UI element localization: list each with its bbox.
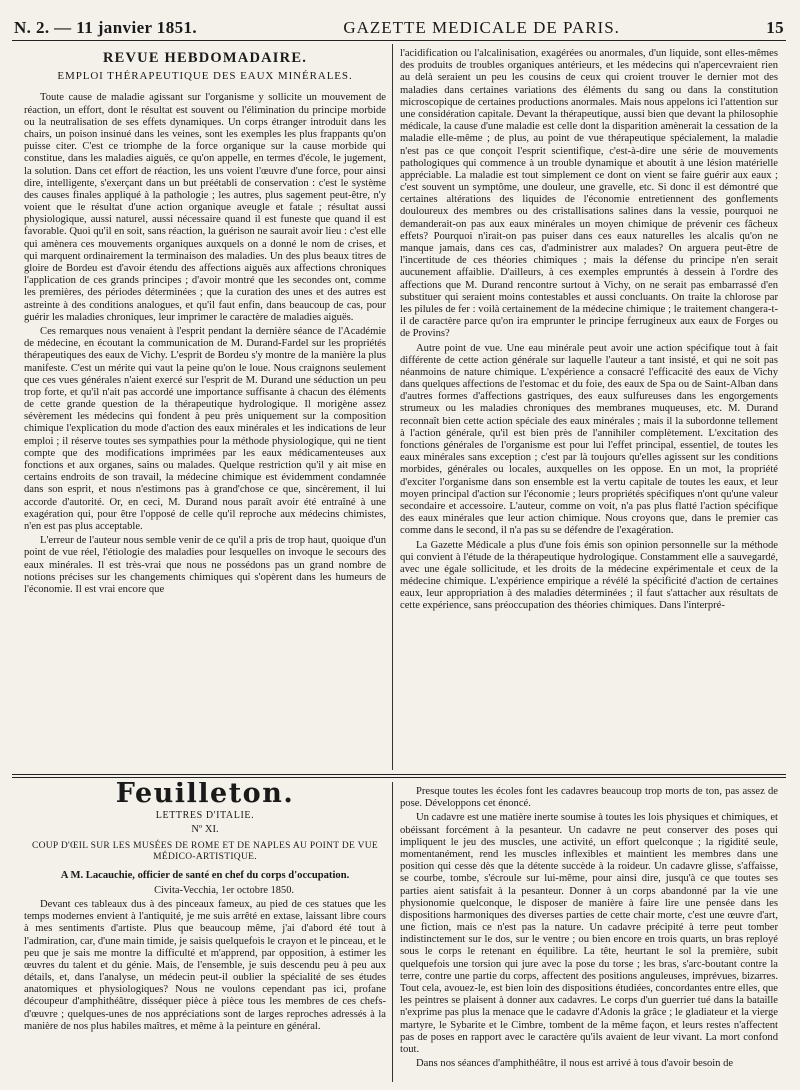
- feuilleton-number: Nº XI.: [191, 824, 219, 836]
- feuilleton-dateline: Civita-Vecchia, 1er octobre 1850.: [154, 884, 294, 896]
- feuilleton-dedication: A M. Lacauchie, officier de santé en chef du corps d'occupation.: [60, 869, 350, 881]
- article-paragraph: Ces remarques nous venaient à l'esprit pendant la dernière séance de l'Académie de médecine, en écoutant la communication de M. Durand-Fardel sur les propriétés thérapeutiques des eaux de Vichy. L'esprit de Bordeu s'y montre de la manière la plus manifeste. C'est un mérite qui vaut la peine qu'on le loue. Nous craignons seulement que ces vues générales n'aient exercé sur l'esprit de M. Durand une séduction un peu trop forte, et qu'il n'ait pas accordé une importance suffisante à chacun des éléments de cette grande question de la thérapeutique hydrologique. Il morigène assez sévèrement les médecins qui fondent à peu près uniquement sur la composition chimique l'explication du mode d'action des eaux minérales et les indications de leur emploi ; il réserve toutes ses sympathies pour la méthode physiologique, qui ne tient compte que des modifications imprimées par les eaux médicamenteuses aux fonctions et aux organes, sains ou malades. Quelque restriction qu'il y ait mise en certains endroits de son travail, la médecine chimique est évidemment condamnée dans son esprit, et nous n'estimons pas à grand'chose ce que, sincèrement, il lui accorde d'autorité. Or, en ceci, M. Durand nous paraît avoir été entraîné à une exagération qui, pour être l'opposé de celle qu'il reproche aux médecins chimistes, n'en est pas plus acceptable.: [24, 325, 386, 532]
- feuilleton-rule-thin: [12, 777, 786, 778]
- feuilleton-subtitle: COUP D'ŒIL SUR LES MUSÉES DE ROME ET DE NAPLES AU POINT DE VUE MÉDICO-ARTISTIQUE.: [31, 840, 379, 862]
- feuilleton-right-column: [400, 786, 778, 1084]
- column-divider-top: [392, 44, 393, 770]
- article-subheading: EMPLOI THÉRAPEUTIQUE DES EAUX MINÉRALES.: [57, 70, 353, 83]
- feuilleton-paragraph: Dans nos séances d'amphithéâtre, il nous est arrivé à tous d'avoir besoin de: [416, 1058, 734, 1070]
- feuilleton-rule: [12, 774, 786, 775]
- masthead-rule: [12, 40, 786, 41]
- issue-date: N. 2. — 11 janvier 1851.: [14, 18, 198, 37]
- article-left-column: [24, 48, 386, 770]
- article-paragraph: La Gazette Médicale a plus d'une fois émis son opinion personnelle sur la méthode qui convient à l'étude de la thérapeutique hydrologique. Constamment elle a sauvegardé, avec une égale sollicitude, et les droits de la médecine expérimentale et ceux de la médecine chimique. L'expérience empirique a révélé la spécificité d'action de certaines eaux, leur appropriation à des maladies déterminées ; il faut s'attacher aux résultats de cette expérience, sans préoccupation des théories chimiques. Dans l'interpré-: [400, 539, 778, 612]
- feuilleton-paragraph: Presque toutes les écoles font les cadavres beaucoup trop morts de ton, pas assez de pose. Développons cet énoncé.: [400, 786, 778, 810]
- article-heading: REVUE HEBDOMADAIRE.: [102, 50, 308, 66]
- article-paragraph: Autre point de vue. Une eau minérale peut avoir une action spécifique tout à fait différente de cette action générale sur laquelle l'auteur a tant insisté, et qui ne soit pas néanmoins de nature chimique. L'expérience a consacré l'efficacité des eaux de Vichy dans quelques affections de l'estomac et du foie, des eaux de Spa ou de Saint-Alban dans d'autres formes d'affections gastriques, des eaux sulfureuses dans les engorgements strumeux ou les maladies chroniques des membranes muqueuses, etc. M. Durand reconnaît bien cette action spéciale des eaux minérales ; mais il la subordonne tellement à l'action générale, qu'il est bien près de l'annihiler complètement. L'excitation des fonctions générales de l'organisme est pour lui l'effet principal, essentiel, de toutes les eaux minérales sans exception ; c'est par là toujours qu'elles agissent sur les conditions morbides, générales ou locales, auxquelles on les oppose. En un mot, la propriété d'exciter l'organisme dans son ensemble est la vertu capitale de toutes les eaux, et leur moyen principal d'action sur l'économie ; leurs propriétés spécifiques n'ont qu'une valeur secondaire et accessoire. L'auteur, comme on voit, n'a pas plus flatté l'action spécifique des eaux minérales que leur action chimique. Nous croyons que, dans le premier cas comme dans le second, il n'a pas su se défendre de l'exagération.: [400, 342, 778, 537]
- feuilleton-left-column: [24, 782, 386, 1082]
- feuilleton-series: LETTRES D'ITALIE.: [155, 810, 255, 822]
- masthead: [14, 18, 784, 38]
- page-number: 15: [766, 18, 784, 37]
- column-divider-bottom: [392, 782, 393, 1082]
- feuilleton-paragraph: Devant ces tableaux dus à des pinceaux fameux, au pied de ces statues que les temps modernes envient à l'antiquité, je me suis arrêté en extase, laissant libre cours à mes sentiments d'artiste. Plus que beaucoup même, j'ai d'abord été tout à l'admiration, car, d'une main timide, je saisis quelquefois le crayon et le pinceau, et le peu que je sais me montre la difficulté et m'apprend, par opposition, à estimer les œuvres du talent et du génie. Mais, de l'ensemble, je suis descendu peu à peu aux détails, et, dans l'analyse, un médecin peut-il oublier la spécialité de ses études anatomiques et physiologiques? Nous ne voulons cependant pas ici, profane découpeur d'amphithéâtre, disséquer pièce à pièce tous les membres de ces chefs-d'œuvre ; quelques-unes de nos appréciations sont de larges reproches adressés à la manière de nos plus habiles maîtres, et même à la peinture en général.: [24, 898, 386, 1032]
- feuilleton-paragraph: Un cadavre est une matière inerte soumise à toutes les lois physiques et chimiques, et obéissant forcément à la pesanteur. Un cadavre ne peut conserver des poses qui impliquent le jeu des muscles, une activité, un effort quelconque ; la rigidité seule, momentanément, rend les muscles inflexibles et maintient les membres dans une position qui cesse dès que la détente succède à la roideur. Un cadavre glisse, s'affaisse, se courbe, tombe, s'écroule sur lui-même, pour ainsi dire, jusqu'à ce que toutes ses parties aient satisfait à la pesanteur. Donner à un corps abandonné par la vie une physionomie quelconque, le disposer de manière à faire lire une pensée dans les dispositions harmoniques des diverses parties de cette chair morte, c'est une œuvre d'art, une fiction, mais ce n'est pas la nature. Un cadavre précipité à terre peut tomber indistinctement sur le dos, sur le ventre ; ou bien encore en trois quarts, un bras reployé sous le corps le retenant en équilibre. La tête, heurtant le sol la première, subit quelquefois une torsion qui jure avec la pose du torse ; les bras, s'arc-boutant contre la terre, contre une partie du corps, affectent des positions anguleuses, imprévues, bizarres. Tout cela, avouez-le, est bien loin des dispositions étudiées, concordantes entre elles, que les peintres se plaisent à donner aux cadavres. Le corps d'un guerrier tué dans la bataille n'exprime pas plus la menace que le cadavre d'Adonis la grâce ; le gladiateur et la vierge martyre, le Sybarite et le Cimbre, tombent de la même façon, et leurs restes n'affectent pas de poses en rapport avec le caractère qu'ils avaient de leur vivant. La mort confond tout.: [400, 812, 778, 1055]
- article-right-column: [400, 48, 778, 770]
- feuilleton-title: Feuilleton.: [115, 782, 295, 809]
- article-paragraph: l'acidification ou l'alcalinisation, exagérées ou anormales, d'un liquide, sont elles-mêmes des produits de troubles organiques antérieurs, et les médecins qui n'apercevraient rien au delà seraient un peu les cousins de ceux qui croient trouver le dernier mot des maladies dans certaines variations des éléments du sang ou dans la constitution microscopique de certaines productions anormales. Mais nous appelons ici l'attention sur une considération capitale. Devant la thérapeutique, aussi bien que devant la philosophie médicale, la cause d'une maladie est celle dont la disparition amènerait la cessation de la maladie elle-même ; de plus, au point de vue thérapeutique spécialement, la maladie n'est pas ce que conçoit l'esprit scientifique, c'est-à-dire une série de mouvements pathologiques qui commence à un trouble dynamique et aboutit à une lésion matérielle appréciable. La maladie est tout simplement ce dont on vient se faire guérir aux eaux ; c'est souvent un symptôme, une douleur, une gravelle, etc. Si donc il est démontré que certaines altérations des liquides de l'économie entretiennent des gonflements douloureux des membres ou des cristallisations salines dans la vessie, pourquoi ne demanderait-on pas aux eaux minérales un moyen chimique de prévenir ces fâcheux effets? Pourquoi n'irait-on pas puiser dans ces eaux naturelles les alcalis qu'on ne manque jamais, dans ces cas, d'administrer aux malades? On arguera peut-être de l'incertitude de ces théories chimiques ; mais la défense du principe n'en serait aucunement affaiblie. D'ailleurs, à ces exemples empruntés à dessein à l'ordre des affections que M. Durand rencontre surtout à Vichy, on ne serait pas embarrassé d'en substituer qui seraient moins contestables et aussi concluants. On traite la chlorose par les pilules de fer : voilà certainement de la médecine chimique ; le traitement changera-t-il de caractère parce qu'on ira emprunter le principe ferrugineux aux eaux de Forges ou de Provins?: [400, 48, 778, 340]
- article-paragraph: Toute cause de maladie agissant sur l'organisme y sollicite un mouvement de réaction, un effort, dont le résultat est souvent ou l'élimination du principe morbide ou la neutralisation de ses effets dynamiques. Un corps étranger introduit dans les chairs, un poison insinué dans les veines, sont les exemples les plus frappants qu'on puisse citer. C'est ce triomphe de la force organique sur la cause morbide qui constitue, dans les maladies aiguës, ce qu'on appelle, en termes d'école, le jugement, la solution. Dans cet effort de réaction, les uns voient l'œuvre d'une force, pour ainsi dire, intelligente, s'exerçant dans un but préétabli de conservation : c'est le système des causes finales appliqué à la pathologie ; les autres, plus sagement peut-être, n'y voient que le résultat d'une action organique aveugle et fatale ; résultat aussi physiologique, aussi naturel, aussi nécessaire quand il est funeste que quand il est favorable. Quoi qu'il en soit, sans réaction, la guérison ne saurait avoir lieu : c'est elle qui amènera ces mouvements organiques auxquels on a donné le nom de crises, et qui marquent ordinairement la terminaison des maladies. Un des plus beaux titres de gloire de Bordeu est d'avoir étendu des affections aiguës aux affections chroniques l'application de ces grands principes ; d'avoir montré que les secondes ont, comme les premières, des périodes déterminées ; que la curation des unes et des autres est astreinte à des conditions analogues, et qu'il faut enfin, dans beaucoup de cas, pour guérir les maladies chroniques, leur imprimer le caractère de maladies aiguës.: [24, 92, 386, 323]
- newspaper-title: GAZETTE MEDICALE DE PARIS.: [343, 18, 620, 37]
- article-paragraph: L'erreur de l'auteur nous semble venir de ce qu'il a pris de trop haut, quoique d'un point de vue réel, l'étiologie des maladies pour lesquelles on invoque le secours des eaux minérales. Il est très-vrai que nous ne possédons pas un grand nombre de notions précises sur les changements chimiques qui s'opèrent dans les humeurs de l'économie. Il est vrai encore que: [24, 535, 386, 595]
